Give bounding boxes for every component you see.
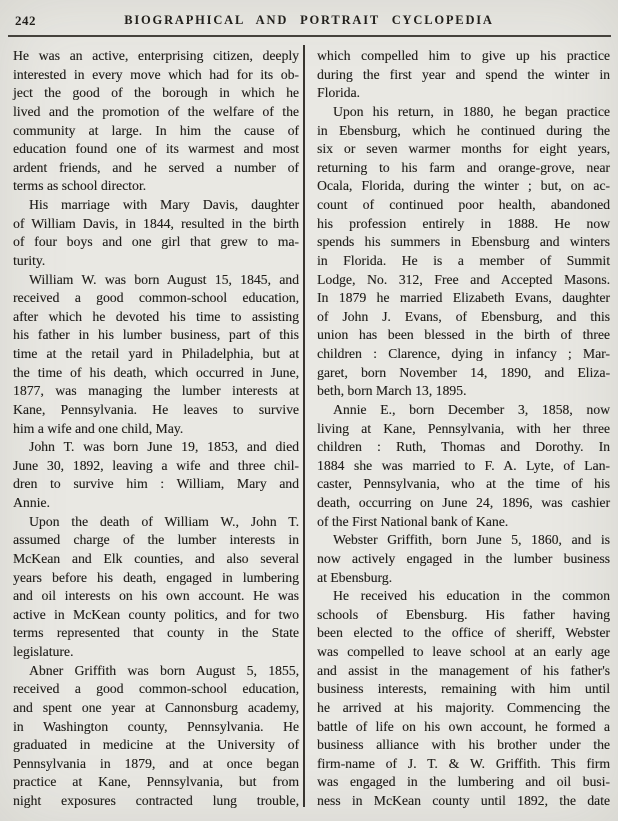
text-line: now actively engaged in the lumber business: [317, 550, 610, 566]
text-line: In 1879 he married Elizabeth Evans, daughter: [317, 290, 610, 306]
text-line: of William Davis, in 1844, resulted in the birth: [13, 215, 299, 231]
header-rule: [8, 35, 611, 37]
text-line: children : Clarence, dying in infancy ; Mar-: [317, 346, 610, 361]
text-line: Upon the death of William W., John T.: [29, 513, 299, 529]
right-text-column: [317, 47, 610, 811]
text-line: during the first year and spend the winter in: [317, 66, 610, 82]
text-line: business interests, remaining with him until: [317, 681, 610, 697]
text-line: practice at Kane, Pennsylvania, but from: [13, 774, 299, 790]
text-line: He was an active, enterprising citizen, deeply: [13, 48, 299, 63]
text-line: count of continued poor health, abandoned: [317, 197, 610, 212]
text-line: he arrived at his majority. Commencing the: [317, 699, 610, 715]
text-line: interested in every move which had for its ob-: [13, 66, 299, 82]
text-line: which compelled him to give up his practice: [317, 48, 610, 63]
text-line: union has been blessed in the birth of three: [317, 327, 610, 343]
running-head-title: BIOGRAPHICAL AND PORTRAIT CYCLOPEDIA: [124, 13, 494, 27]
text-line: night exposures contracted lung trouble,: [13, 793, 299, 808]
text-line: his profession entirely in 1888. He now: [317, 215, 610, 231]
text-line: Ocala, Florida, during the winter ; but, on ac-: [317, 178, 610, 194]
text-line: active in McKean county politics, and for two: [13, 606, 299, 622]
text-line: battle of life on his own account, he formed a: [317, 718, 610, 734]
text-line: McKean and Elk counties, and also several: [13, 550, 299, 566]
text-line: the time of his death, which occurred in June,: [13, 364, 299, 380]
text-line: in Ebensburg, which he continued during the: [317, 122, 610, 138]
text-line: in Washington county, Pennsylvania. He: [13, 718, 299, 734]
text-line: John T. was born June 19, 1853, and died: [29, 439, 299, 455]
text-line: education found one of its warmest and most: [13, 141, 299, 157]
text-line: His marriage with Mary Davis, daughter: [29, 197, 299, 212]
text-line: 1877, was managing the lumber interests at: [13, 383, 299, 399]
text-line: lived and the promotion of the welfare of the: [13, 103, 299, 119]
text-line: business alliance with his brother under the: [317, 737, 610, 753]
text-line: firm-name of J. T. & W. Griffith. This firm: [317, 755, 610, 771]
text-line: living at Kane, Pennsylvania, with her three: [317, 420, 610, 436]
text-line: him a wife and one child, May.: [13, 420, 184, 436]
text-line: June 30, 1892, leaving a wife and three chil-: [13, 457, 299, 473]
text-line: and spent one year at Cannonsburg academy,: [13, 699, 299, 715]
column-divider: [303, 45, 305, 807]
text-line: Webster Griffith, born June 5, 1860, and is: [333, 532, 610, 548]
text-line: death, occurring on June 24, 1896, was cashier: [317, 495, 610, 510]
text-line: terms represented that county in the State: [13, 625, 299, 641]
text-line: He received his education in the common: [333, 588, 610, 604]
text-line: William W. was born August 15, 1845, and: [29, 271, 299, 287]
text-line: spends his summers in Ebensburg and winters: [317, 234, 610, 250]
text-line: community at large. In him the cause of: [13, 122, 299, 138]
text-line: caster, Pennsylvania, who at the time of his: [317, 476, 610, 492]
page-number: 242: [15, 13, 36, 28]
text-line: returning to his farm and orange-grove, near: [317, 159, 610, 175]
text-line: garet, born November 14, 1890, and Eliza-: [317, 364, 610, 380]
text-line: assumed charge of the lumber interests in: [13, 532, 299, 548]
text-line: received a good common-school education,: [13, 681, 299, 697]
text-line: was engaged in the lumbering and oil busi-: [317, 774, 610, 790]
text-line: received a good common-school education,: [13, 290, 299, 306]
text-line: terms as school director.: [13, 178, 147, 194]
text-line: Annie E., born December 3, 1858, now: [333, 401, 610, 417]
text-line: of four boys and one girl that grew to ma-: [13, 234, 299, 250]
text-line: graduated in medicine at the University of: [13, 737, 299, 753]
text-line: at Ebensburg.: [317, 569, 393, 585]
text-line: beth, born March 13, 1895.: [317, 383, 467, 399]
text-line: ardent friends, and he served a number of: [13, 159, 299, 175]
text-line: Upon his return, in 1880, he began practice: [333, 103, 610, 119]
text-line: Abner Griffith was born August 5, 1855,: [29, 662, 299, 678]
text-line: Pennsylvania in 1879, and at once began: [13, 755, 299, 771]
text-line: legislature.: [13, 644, 74, 659]
text-line: turity.: [13, 252, 46, 268]
text-line: ness in McKean county until 1892, the date: [317, 793, 610, 808]
text-line: was compelled to leave school at an early age: [317, 644, 610, 659]
text-line: ject the good of the borough in which he: [13, 85, 299, 101]
text-line: dren to survive him : William, Mary and: [13, 476, 299, 492]
text-line: six or seven warmer months for eight years,: [317, 141, 610, 157]
text-line: and assist in the management of his father's: [317, 662, 610, 678]
text-line: been elected to the office of sheriff, Webster: [317, 625, 610, 641]
text-line: children : Ruth, Thomas and Dorothy. In: [317, 439, 610, 455]
text-line: after which he devoted his time to assisting: [13, 308, 299, 324]
text-line: Annie.: [13, 495, 50, 510]
text-line: of John J. Evans, of Ebensburg, and this: [317, 308, 610, 324]
text-line: Florida.: [317, 85, 360, 101]
text-line: in Florida. He is a member of Summit: [317, 252, 610, 268]
text-line: years before his death, engaged in lumbering: [13, 569, 299, 585]
text-line: and oil interests on his own account. He was: [13, 588, 299, 604]
text-line: of the First National bank of Kane.: [317, 513, 509, 529]
text-line: Kane, Pennsylvania. He leaves to survive: [13, 401, 299, 417]
text-line: schools of Ebensburg. His father having: [317, 606, 610, 622]
text-line: 1884 she was married to F. A. Lyte, of Lan-: [317, 457, 610, 473]
text-line: his father in his lumber business, part of this: [13, 327, 299, 343]
left-text-column: [13, 47, 299, 811]
text-line: Lodge, No. 312, Free and Accepted Masons.: [317, 271, 610, 287]
text-line: time at the retail yard in Philadelphia, but at: [13, 346, 299, 361]
